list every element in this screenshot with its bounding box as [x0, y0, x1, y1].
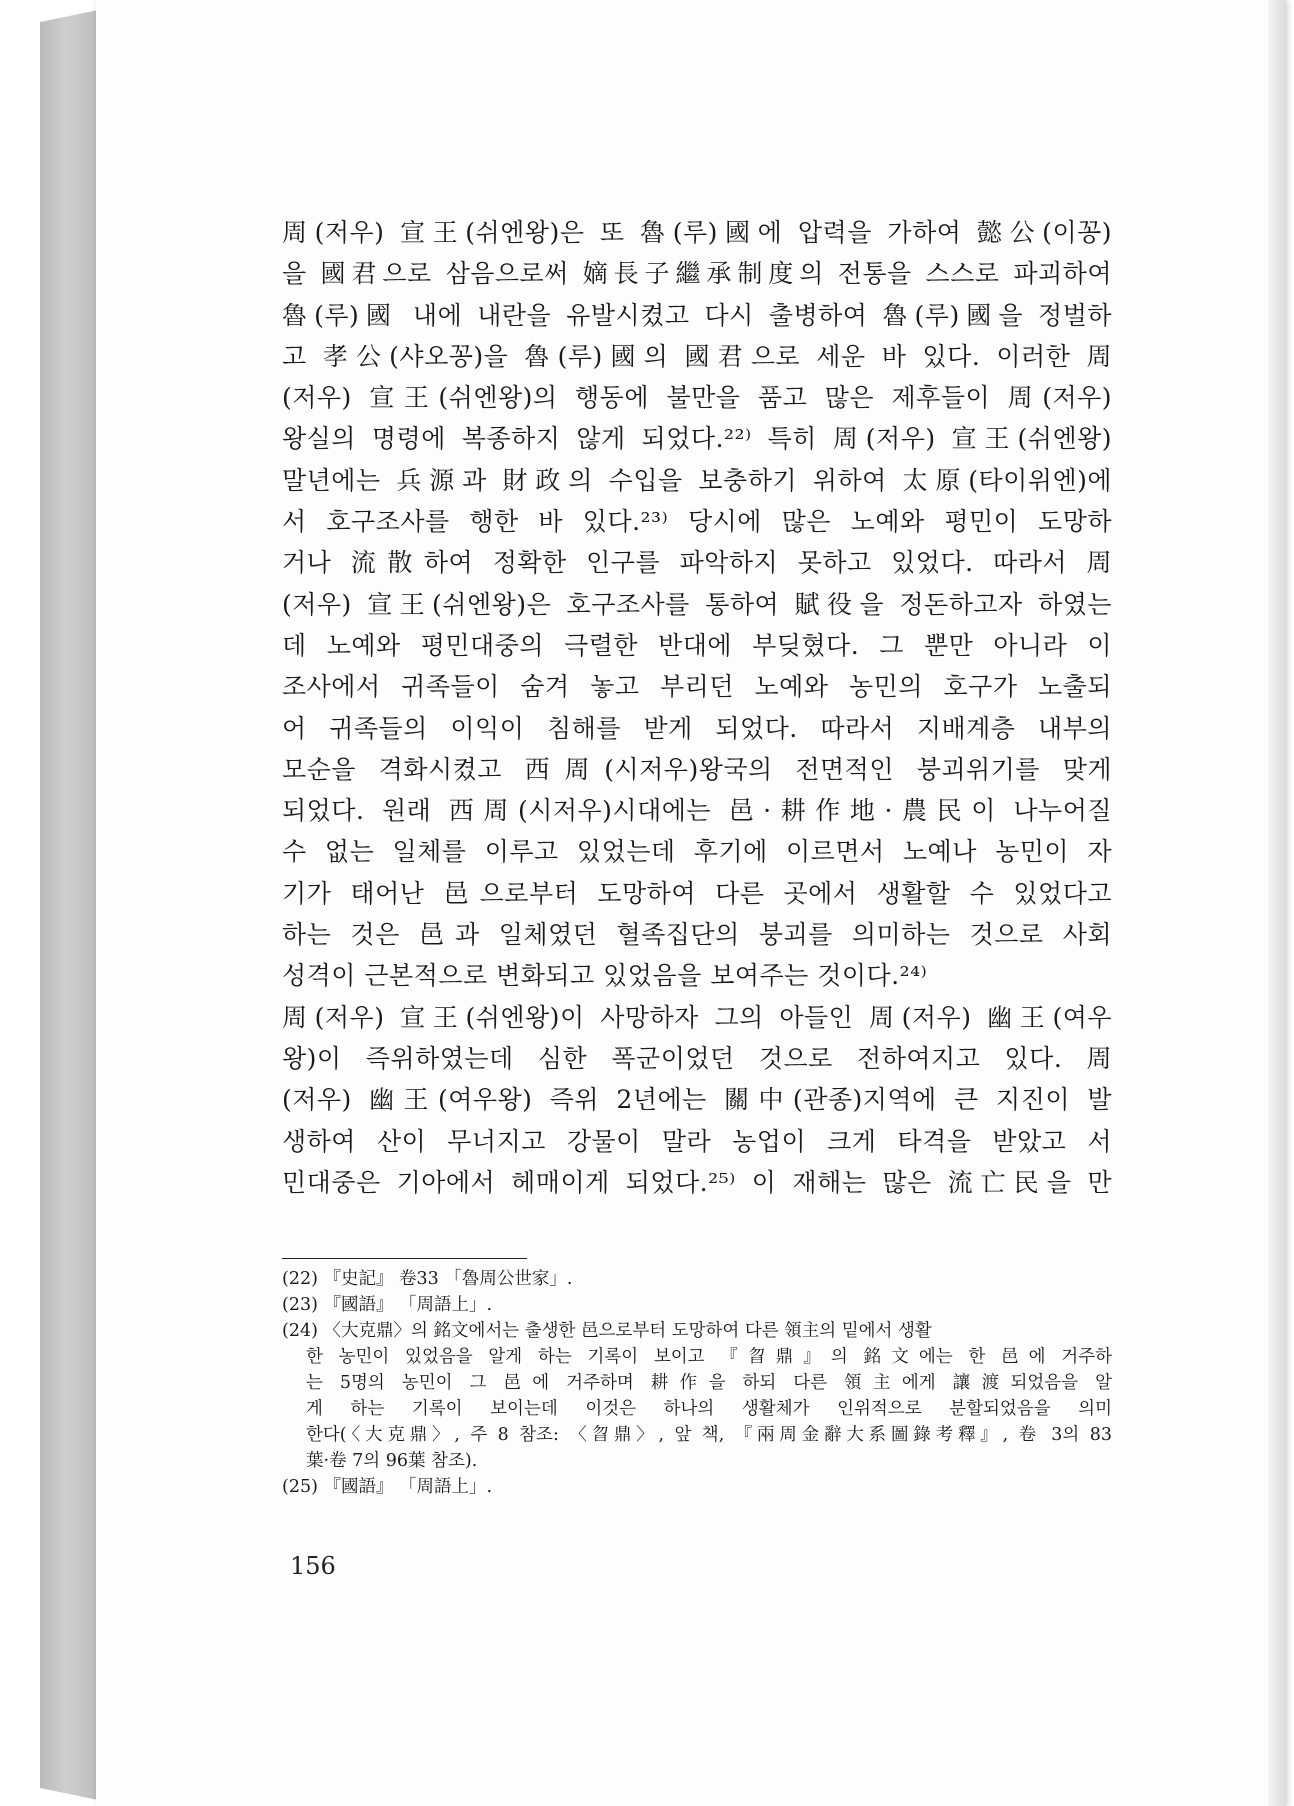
body-line: 성격이 근본적으로 변화되고 있었음을 보여주는 것이다.²⁴⁾ — [282, 961, 928, 991]
body-line: 모순을 격화시켰고 西周(시저우)왕국의 전면적인 붕괴위기를 맞게 — [282, 754, 1112, 784]
body-line: 周(저우) 宣王(쉬엔왕)이 사망하자 그의 아들인 周(저우) 幽王(여우 — [282, 1002, 1112, 1032]
footnote-line: 葉·卷 7의 96葉 참조). — [306, 1451, 478, 1471]
footnote-line: 게 하는 기록이 보이는데 이것은 하나의 생활체가 인위적으로 분할되었음을 의미 — [306, 1399, 1112, 1419]
body-line: (저우) 幽王(여우왕) 즉위 2년에는 關中(관종)지역에 큰 지진이 발 — [282, 1085, 1112, 1115]
footnote-line: (23) 『國語』 「周語上」. — [282, 1295, 493, 1315]
footnote-line: 한 농민이 있었음을 알게 하는 기록이 보이고 『曶鼎』의 銘文에는 한 邑에 거주하 — [306, 1347, 1112, 1367]
body-line: 데 노예와 평민대중의 극렬한 반대에 부딪혔다. 그 뿐만 아니라 이 — [282, 630, 1112, 660]
footnotes — [282, 1266, 1112, 1500]
body-line: 왕실의 명령에 복종하지 않게 되었다.²²⁾ 특히 周(저우) 宣王(쉬엔왕) — [282, 424, 1112, 454]
body-line: 고 孝公(샤오꽁)을 魯(루)國의 國君으로 세운 바 있다. 이러한 周 — [282, 341, 1112, 371]
footnote-line: 한다(〈大克鼎〉, 주 8 참조: 〈曶鼎〉, 앞 책, 『兩周金辭大系圖錄考釋』, 卷 3의 83 — [306, 1425, 1112, 1445]
body-line: (저우) 宣王(쉬엔왕)의 행동에 불만을 품고 많은 제후들이 周(저우) — [282, 383, 1112, 413]
page-edge-shadow — [1268, 0, 1286, 1806]
body-line: 기가 태어난 邑으로부터 도망하여 다른 곳에서 생활할 수 있었다고 — [282, 878, 1112, 908]
body-line: (저우) 宣王(쉬엔왕)은 호구조사를 통하여 賦役을 정돈하고자 하였는 — [282, 589, 1112, 619]
body-line: 거나 流散하여 정확한 인구를 파악하지 못하고 있었다. 따라서 周 — [282, 548, 1112, 578]
body-line: 하는 것은 邑과 일체였던 혈족집단의 붕괴를 의미하는 것으로 사회 — [282, 920, 1112, 950]
footnote-divider — [282, 1258, 527, 1259]
body-line: 조사에서 귀족들이 숨겨 놓고 부리던 노예와 농민의 호구가 노출되 — [282, 672, 1112, 702]
body-line: 수 없는 일체를 이루고 있었는데 후기에 이르면서 노예나 농민이 자 — [282, 837, 1112, 867]
body-line: 왕)이 즉위하였는데 심한 폭군이었던 것으로 전하여지고 있다. 周 — [282, 1043, 1112, 1073]
body-line: 周(저우) 宣王(쉬엔왕)은 또 魯(루)國에 압력을 가하여 懿公(이꽁) — [282, 218, 1112, 247]
body-line: 말년에는 兵源과 財政의 수입을 보충하기 위하여 太原(타이위엔)에 — [282, 465, 1112, 495]
body-line: 생하여 산이 무너지고 강물이 말라 농업이 크게 타격을 받았고 서 — [282, 1126, 1112, 1156]
body-line: 을 國君으로 삼음으로써 嫡長子繼承制度의 전통을 스스로 파괴하여 — [282, 259, 1112, 289]
body-line: 어 귀족들의 이익이 침해를 받게 되었다. 따라서 지배계층 내부의 — [282, 713, 1112, 743]
body-line: 서 호구조사를 행한 바 있다.²³⁾ 당시에 많은 노예와 평민이 도망하 — [282, 507, 1112, 537]
footnote-line: 는 5명의 농민이 그 邑에 거주하며 耕作을 하되 다른 領主에게 讓渡되었음을 알 — [306, 1373, 1112, 1393]
footnote-line: (24) 〈大克鼎〉의 銘文에서는 출생한 邑으로부터 도망하여 다른 領主의 밑에서 생활 — [282, 1321, 932, 1341]
body-line: 민대중은 기아에서 헤매이게 되었다.²⁵⁾ 이 재해는 많은 流亡民을 만 — [282, 1167, 1112, 1197]
page-number: 156 — [290, 1552, 336, 1580]
footnote-line: (25) 『國語』 「周語上」. — [282, 1477, 493, 1497]
body-line: 되었다. 원래 西周(시저우)시대에는 邑·耕作地·農民이 나누어질 — [282, 796, 1112, 826]
book-spine — [40, 10, 98, 1800]
body-line: 魯(루)國 내에 내란을 유발시켰고 다시 출병하여 魯(루)國을 정벌하 — [282, 300, 1112, 330]
body-text — [282, 212, 1112, 1203]
footnote-line: (22) 『史記』 卷33 「魯周公世家」. — [282, 1269, 573, 1289]
